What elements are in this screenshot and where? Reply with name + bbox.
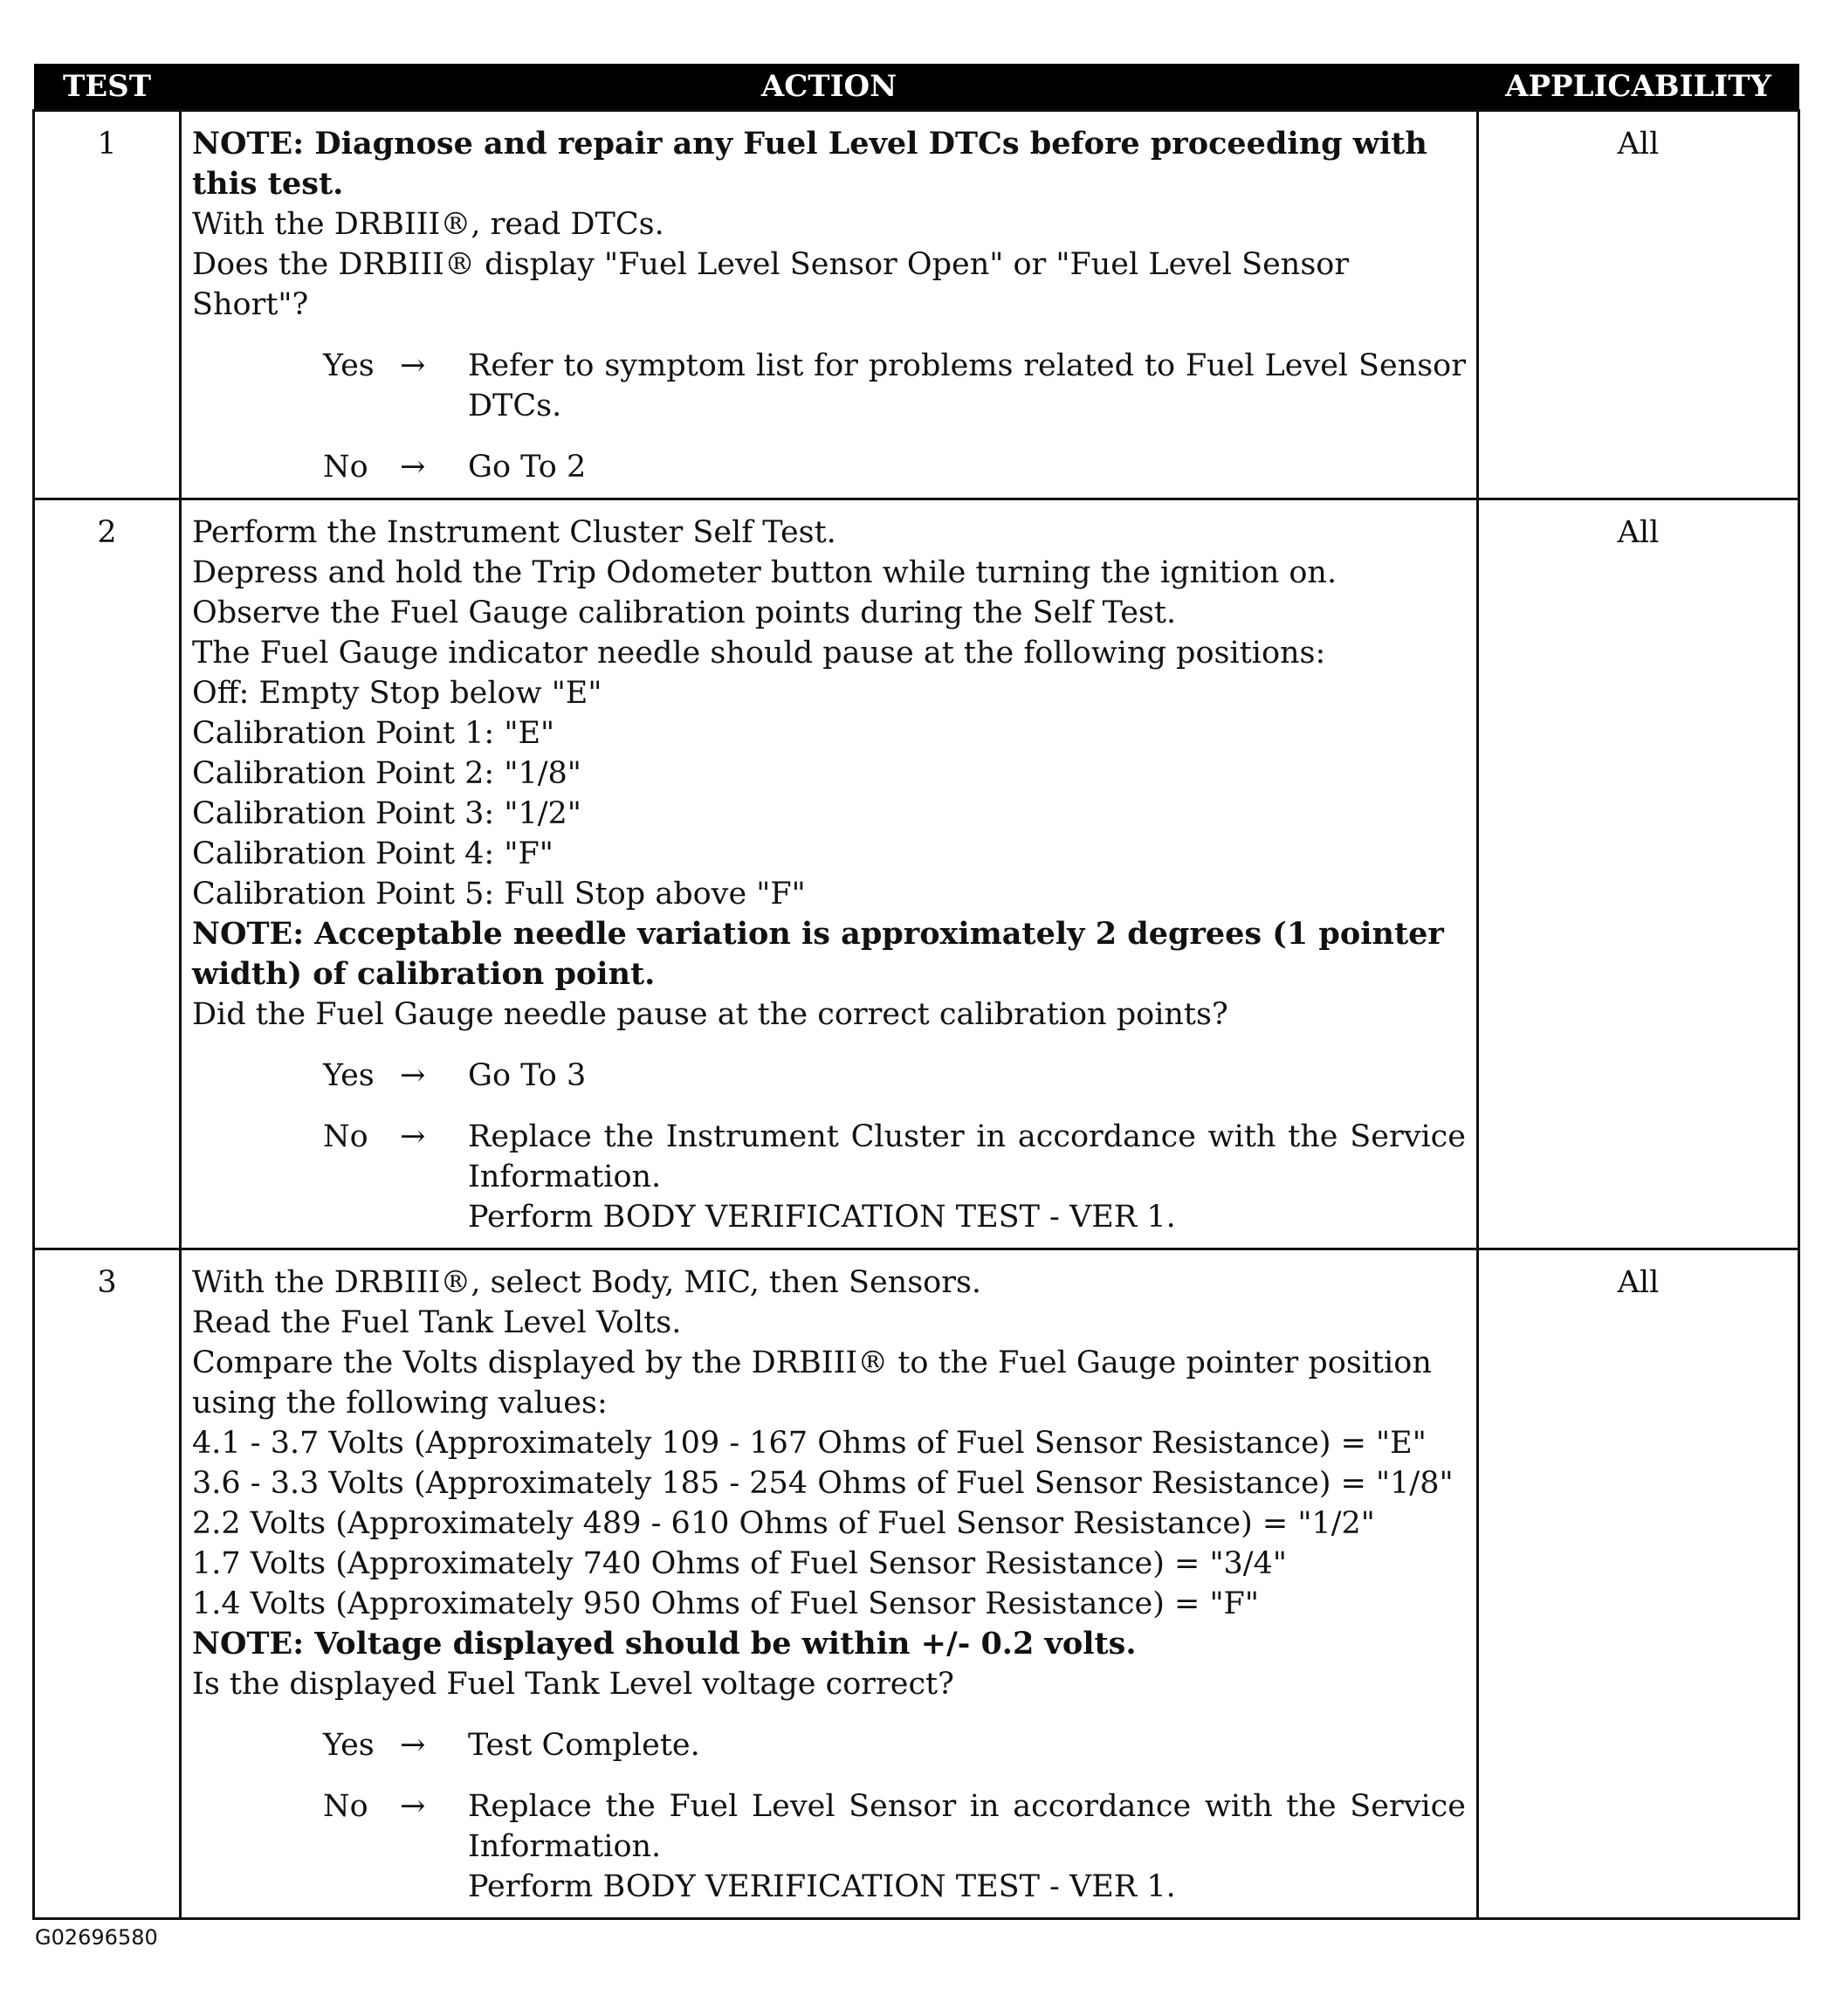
- instruction-text: Perform the Instrument Cluster Self Test.: [192, 515, 836, 550]
- response-text: [468, 346, 1466, 426]
- instruction-text: 2.2 Volts (Approximately 489 - 610 Ohms of Fuel Sensor Resistance) = "1/2": [192, 1506, 1375, 1541]
- response-line: Perform BODY VERIFICATION TEST - VER 1.: [468, 1869, 1176, 1904]
- response-label: Yes: [323, 1728, 375, 1763]
- table-row: [34, 1249, 1799, 1919]
- arrow-right-icon: →: [400, 450, 426, 485]
- instruction-text: 1.7 Volts (Approximately 740 Ohms of Fuel Sensor Resistance) = "3/4": [192, 1546, 1287, 1581]
- instruction-text: Observe the Fuel Gauge calibration points during the Self Test.: [192, 595, 1177, 630]
- response-line: Go To 3: [468, 1058, 587, 1093]
- response-no: [192, 1786, 1466, 1907]
- instruction-text: 4.1 - 3.7 Volts (Approximately 109 - 167 Ohms of Fuel Sensor Resistance) = "E": [192, 1426, 1427, 1461]
- instruction-text: Read the Fuel Tank Level Volts.: [192, 1305, 682, 1340]
- response-line: Refer to symptom list for problems related to Fuel Level Sensor DTCs.: [468, 348, 1466, 423]
- response-line: Replace the Fuel Level Sensor in accordance with the Service Information.: [468, 1789, 1466, 1864]
- instruction-text: Off: Empty Stop below "E": [192, 676, 602, 711]
- header-test: TEST: [34, 64, 181, 111]
- instruction-text: 1.4 Volts (Approximately 950 Ohms of Fuel Sensor Resistance) = "F": [192, 1586, 1259, 1621]
- action-cell: [181, 111, 1478, 499]
- instruction-text: Did the Fuel Gauge needle pause at the correct calibration points?: [192, 997, 1228, 1032]
- response-no: [192, 447, 1466, 487]
- figure-code: G02696580: [35, 1925, 158, 1950]
- table-body: [34, 111, 1799, 1919]
- instruction-text: Calibration Point 4: "F": [192, 836, 554, 871]
- instruction-text: Is the displayed Fuel Tank Level voltage correct?: [192, 1667, 954, 1702]
- applicability-value: All: [1478, 111, 1799, 499]
- instruction-text: Calibration Point 5: Full Stop above "F": [192, 877, 806, 912]
- response-text: [468, 1056, 1466, 1096]
- instruction-text: Calibration Point 2: "1/8": [192, 756, 581, 791]
- instruction-text: Calibration Point 3: "1/2": [192, 796, 581, 831]
- instruction-text: 3.6 - 3.3 Volts (Approximately 185 - 254 Ohms of Fuel Sensor Resistance) = "1/8": [192, 1466, 1454, 1501]
- response-text: [468, 1786, 1466, 1907]
- applicability-value: All: [1478, 1249, 1799, 1919]
- arrow-right-icon: →: [400, 1058, 426, 1093]
- response-label: No: [323, 450, 368, 485]
- response-yes: [192, 1056, 1466, 1096]
- instruction-text: Compare the Volts displayed by the DRBIII® to the Fuel Gauge pointer position using the following values:: [192, 1345, 1432, 1421]
- table-header-row: [34, 64, 1799, 111]
- response-text: [468, 1117, 1466, 1237]
- instruction-text: Does the DRBIII® display "Fuel Level Sensor Open" or "Fuel Level Sensor Short"?: [192, 247, 1350, 322]
- header-action: ACTION: [181, 64, 1478, 111]
- arrow-right-icon: →: [400, 1728, 426, 1763]
- applicability-value: All: [1478, 499, 1799, 1249]
- response-yes: [192, 1725, 1466, 1765]
- instruction-text: With the DRBIII®, select Body, MIC, then Sensors.: [192, 1265, 982, 1300]
- response-label: No: [323, 1119, 368, 1154]
- header-applicability: APPLICABILITY: [1478, 64, 1799, 111]
- response-label: Yes: [323, 348, 375, 383]
- test-number: 2: [34, 499, 181, 1249]
- action-cell: [181, 499, 1478, 1249]
- response-line: Test Complete.: [468, 1728, 700, 1763]
- response-no: [192, 1117, 1466, 1237]
- response-line: Go To 2: [468, 450, 587, 485]
- instruction-text: Calibration Point 1: "E": [192, 716, 555, 751]
- instruction-text: The Fuel Gauge indicator needle should pause at the following positions:: [192, 636, 1326, 671]
- response-line: Perform BODY VERIFICATION TEST - VER 1.: [468, 1200, 1176, 1235]
- instruction-text: With the DRBIII®, read DTCs.: [192, 207, 664, 242]
- response-text: [468, 1725, 1466, 1765]
- arrow-right-icon: →: [400, 348, 426, 383]
- action-cell: [181, 1249, 1478, 1919]
- response-label: Yes: [323, 1058, 375, 1093]
- table-row: [34, 499, 1799, 1249]
- arrow-right-icon: →: [400, 1119, 426, 1154]
- table-row: [34, 111, 1799, 499]
- note-text: NOTE: Acceptable needle variation is approximately 2 degrees (1 pointer width) of calibration point.: [192, 916, 1444, 992]
- response-text: [468, 447, 1466, 487]
- diagnostic-test-table: [32, 64, 1800, 1920]
- response-line: Replace the Instrument Cluster in accordance with the Service Information.: [468, 1119, 1466, 1194]
- note-text: NOTE: Voltage displayed should be within +/- 0.2 volts.: [192, 1626, 1137, 1662]
- test-number: 3: [34, 1249, 181, 1919]
- test-number: 1: [34, 111, 181, 499]
- response-label: No: [323, 1789, 368, 1824]
- note-text: NOTE: Diagnose and repair any Fuel Level DTCs before proceeding with this test.: [192, 126, 1427, 202]
- instruction-text: Depress and hold the Trip Odometer button while turning the ignition on.: [192, 555, 1337, 590]
- response-yes: [192, 346, 1466, 426]
- arrow-right-icon: →: [400, 1789, 426, 1824]
